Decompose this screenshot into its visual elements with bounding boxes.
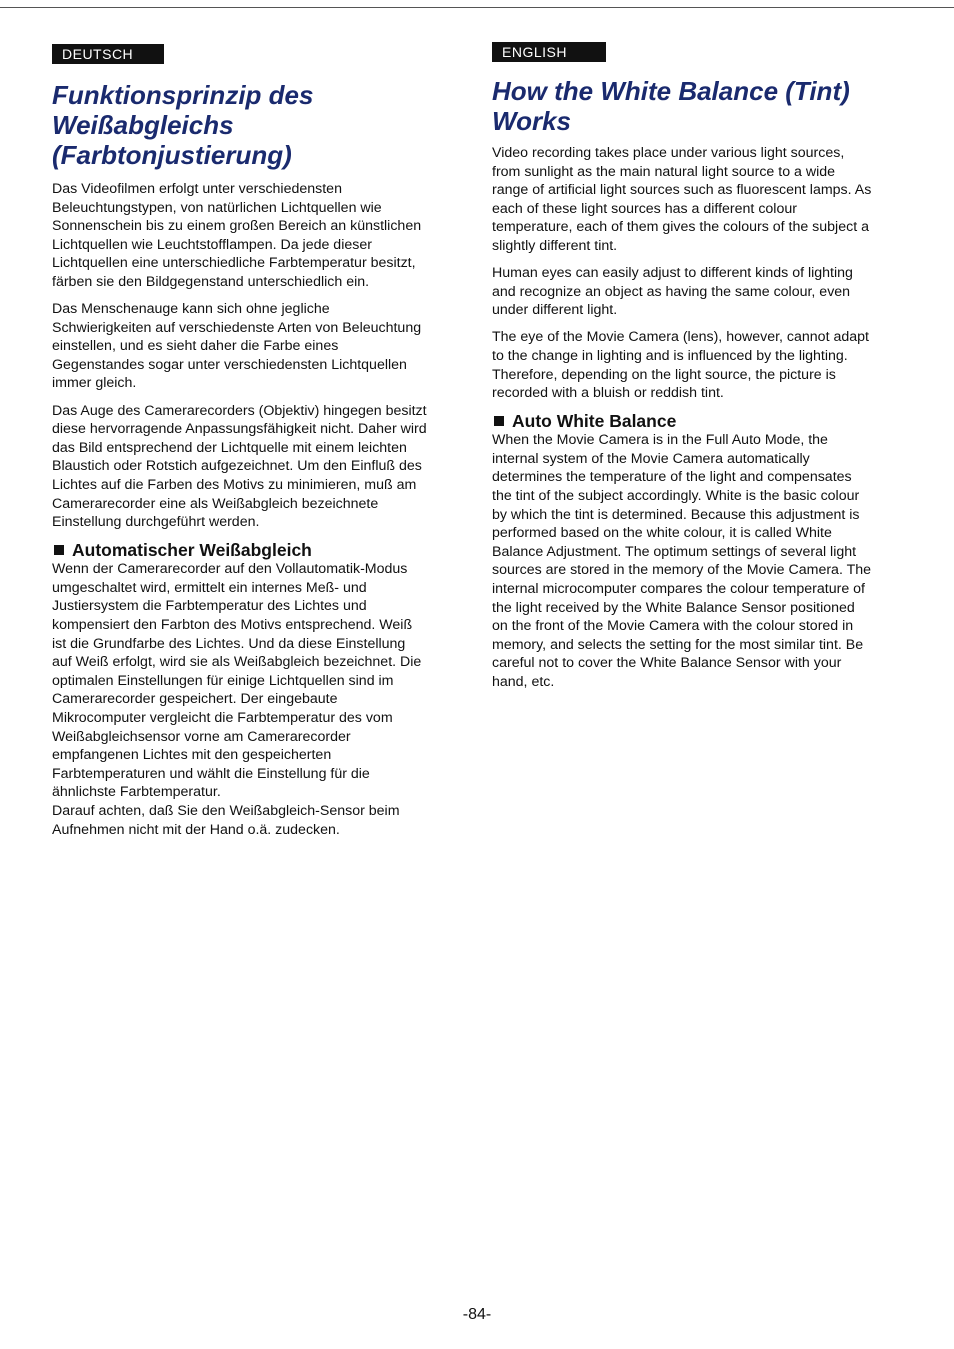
german-paragraph: Das Videofilmen erfolgt unter verschiedensten Beleuchtungstypen, von natürlichen Lichtquellen wie Sonnenschein bis zu einem großen Bereich an künstlichen Lichtquellen wie Leuchtstofflampen. Da jede dieser Lichtquellen eine unterschiedliche Farbtemperatur besitzt, färben sie den Bildgegenstand unterschiedlich ein.: [52, 181, 422, 290]
top-rule: [0, 7, 954, 8]
german-column: [52, 42, 427, 848]
english-paragraph: Video recording takes place under various light sources, from sunlight as the main natural light source to a wide range of artificial light sources such as fluorescent lamps. As each of these light sources has a different colour temperature, each of them gives the colours of the subject a slightly different tint.: [492, 145, 872, 254]
german-section-heading: [52, 540, 427, 560]
english-paragraph: The eye of the Movie Camera (lens), however, cannot adapt to the change in lighting and is influenced by the lighting. Therefore, depending on the light source, the picture is recorded with a bluish or reddish tint.: [492, 329, 869, 402]
english-paragraph: Human eyes can easily adjust to different kinds of lighting and recognize an object as having the same colour, even under different light.: [492, 265, 853, 319]
square-bullet-icon: [494, 416, 504, 426]
english-title: How the White Balance (Tint) Works: [492, 76, 850, 136]
german-paragraph: Das Menschenauge kann sich ohne jegliche Schwierigkeiten auf verschiedenste Arten von Beleuchtung einstellen, und es sieht daher die Farbe eines Gegenstandes sogar unter verschiedensten Lichtquellen immer gleich.: [52, 301, 422, 392]
language-tag-deutsch: DEUTSCH: [52, 44, 164, 64]
english-section-paragraph: When the Movie Camera is in the Full Auto Mode, the internal system of the Movie Camera automatically determines the temperature of the light and compensates the tint of the subject accordingly. White is the basic colour by which the tint is determined. Because this adjustment is performed based on the white colour, it is called White Balance Adjustment. The optimum settings of several light sources are stored in the memory of the Movie Camera. The internal microcomputer compares the colour temperature of the light received by the White Balance Sensor positioned on the front of the Movie Camera with the colour stored in memory, and selects the setting for the most similar tint. Be careful not to cover the White Balance Sensor with your hand, etc.: [492, 432, 872, 690]
german-section-paragraph: Darauf achten, daß Sie den Weißabgleich-Sensor beim Aufnehmen nicht mit der Hand o.ä. zudecken.: [52, 802, 400, 838]
language-tag-english: ENGLISH: [492, 42, 606, 62]
page-number: -84-: [462, 1306, 492, 1323]
german-title: Funktionsprinzip des Weißabgleichs (Farbtonjustierung): [52, 80, 314, 170]
german-section-paragraph: Wenn der Camerarecorder auf den Vollautomatik-Modus umgeschaltet wird, ermittelt ein internes Meß- und Justiersystem die Farbtemperatur des Lichtes und kompensiert den Farbton des Motivs entsprechend. Weiß ist die Grundfarbe des Lichtes. Und da diese Einstellung auf Weiß erfolgt, wird sie als Weißabgleich bezeichnet. Die optimalen Einstellungen für einige Lichtquellen sind im Camerarecorder gespeichert. Der eingebaute Mikrocomputer vergleicht die Farbtemperatur des vom Weißabgleichsensor vorne am Camerarecorder empfangenen Lichtes mit den gespeicherten Farbtemperaturen und wählt die Einstellung für die ähnlichste Farbtemperatur.: [52, 561, 422, 801]
german-section-heading-text: Automatischer Weißabgleich: [72, 540, 312, 561]
english-section-heading: [492, 411, 874, 431]
german-paragraph: Das Auge des Camerarecorders (Objektiv) hingegen besitzt diese hervorragende Anpassungsfähigkeit nicht. Daher wird das Bild entsprechend der Lichtquelle mit einem leichten Blaustich oder Rotstich aufgezeichnet. Um den Einfluß des Lichtes auf die Farben des Motivs zu minimieren, muß am Camerarecorder eine als Weißabgleich bezeichnete Einstellung durchgeführt werden.: [52, 402, 427, 531]
square-bullet-icon: [54, 545, 64, 555]
english-section-heading-text: Auto White Balance: [512, 411, 677, 432]
english-column: [492, 42, 874, 700]
